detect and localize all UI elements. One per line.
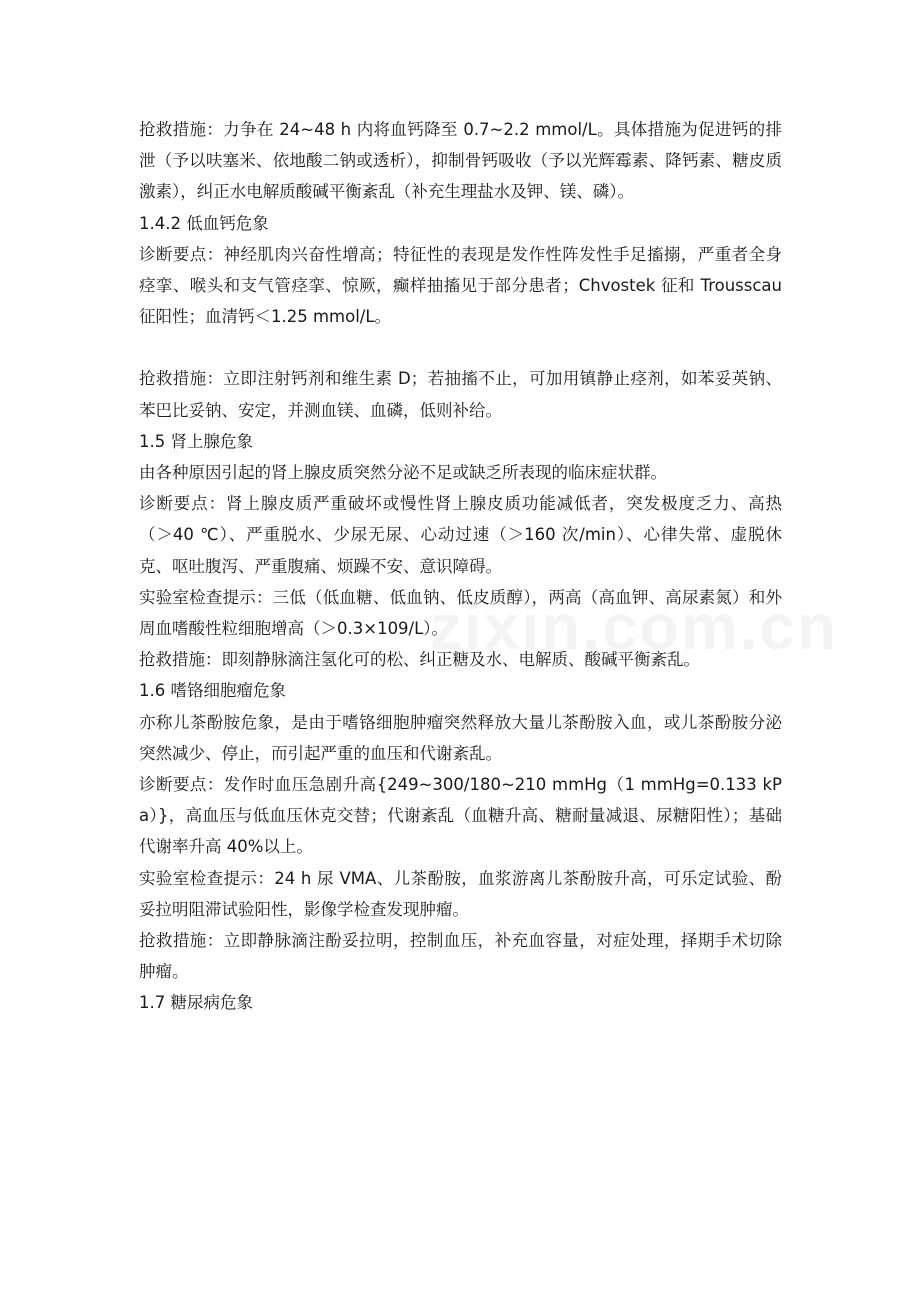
paragraph-adrenal-lab: 实验室检查提示：三低（低血糖、低血钠、低皮质醇），两高（高血钾、高尿素氮）和外周血嗜酸性粒细胞增高（＞0.3×109/L）。 bbox=[139, 587, 782, 639]
heading-diabetes-crisis: 1.7 糖尿病危象 bbox=[139, 993, 253, 1013]
paragraph-pheochromocytoma-definition: 亦称儿茶酚胺危象，是由于嗜铬细胞肿瘤突然释放大量儿茶酚胺入血，或儿茶酚胺分泌突然减少、停止，而引起严重的血压和代谢紊乱。 bbox=[139, 712, 782, 763]
paragraph-adrenal-definition: 由各种原因引起的肾上腺皮质突然分泌不足或缺乏所表现的临床症状群。 bbox=[139, 463, 667, 483]
paragraph-pheochromocytoma-lab: 实验室检查提示：24 h 尿 VMA、儿茶酚胺，血浆游离儿茶酚胺升高，可乐定试验、酚妥拉明阻滞试验阳性，影像学检查发现肿瘤。 bbox=[139, 868, 782, 919]
heading-pheochromocytoma-crisis: 1.6 嗜铬细胞瘤危象 bbox=[139, 681, 286, 701]
paragraph-pheochromocytoma-diagnosis: 诊断要点：发作时血压急剧升高{249~300/180~210 mmHg（1 mmHg=0.133 kPa）}，高血压与低血压休克交替；代谢紊乱（血糖升高、糖耐量减退、尿糖阳性）；基础代谢率升高 40%以上。 bbox=[139, 775, 782, 857]
document-body bbox=[139, 114, 782, 1019]
paragraph-adrenal-diagnosis: 诊断要点：肾上腺皮质严重破坏或慢性肾上腺皮质功能减低者，突发极度乏力、高热（＞40 ℃）、严重脱水、少尿无尿、心动过速（＞160 次/min）、心律失常、虚脱休克、呕吐腹泻、严重腹痛、烦躁不安、意识障碍。 bbox=[139, 494, 782, 576]
paragraph-hypercalcemia-treatment: 抢救措施：力争在 24~48 h 内将血钙降至 0.7~2.2 mmol/L。具体措施为促进钙的排泄（予以呋塞米、依地酸二钠或透析），抑制骨钙吸收（予以光辉霉素、降钙素、糖皮质激素），纠正水电解质酸碱平衡紊乱（补充生理盐水及钾、镁、磷）。 bbox=[139, 120, 782, 202]
paragraph-adrenal-treatment: 抢救措施：即刻静脉滴注氢化可的松、纠正糖及水、电解质、酸碱平衡紊乱。 bbox=[139, 650, 700, 670]
heading-hypocalcemia-crisis: 1.4.2 低血钙危象 bbox=[139, 213, 269, 233]
paragraph-hypocalcemia-diagnosis: 诊断要点：神经肌肉兴奋性增高；特征性的表现是发作性阵发性手足搐搦，严重者全身痉挛、喉头和支气管痉挛、惊厥，癫样抽搐见于部分患者；Chvostek 征和 Trousscau 征阳性；血清钙＜1.25 mmol/L。 bbox=[139, 244, 782, 327]
paragraph-hypocalcemia-treatment: 抢救措施：立即注射钙剂和维生素 D；若抽搐不止，可加用镇静止痉剂，如苯妥英钠、苯巴比妥钠、安定，并测血镁、血磷，低则补给。 bbox=[139, 369, 782, 420]
heading-adrenal-crisis: 1.5 肾上腺危象 bbox=[139, 431, 253, 451]
paragraph-pheochromocytoma-treatment: 抢救措施：立即静脉滴注酚妥拉明，控制血压，补充血容量，对症处理，择期手术切除肿瘤。 bbox=[139, 931, 782, 982]
